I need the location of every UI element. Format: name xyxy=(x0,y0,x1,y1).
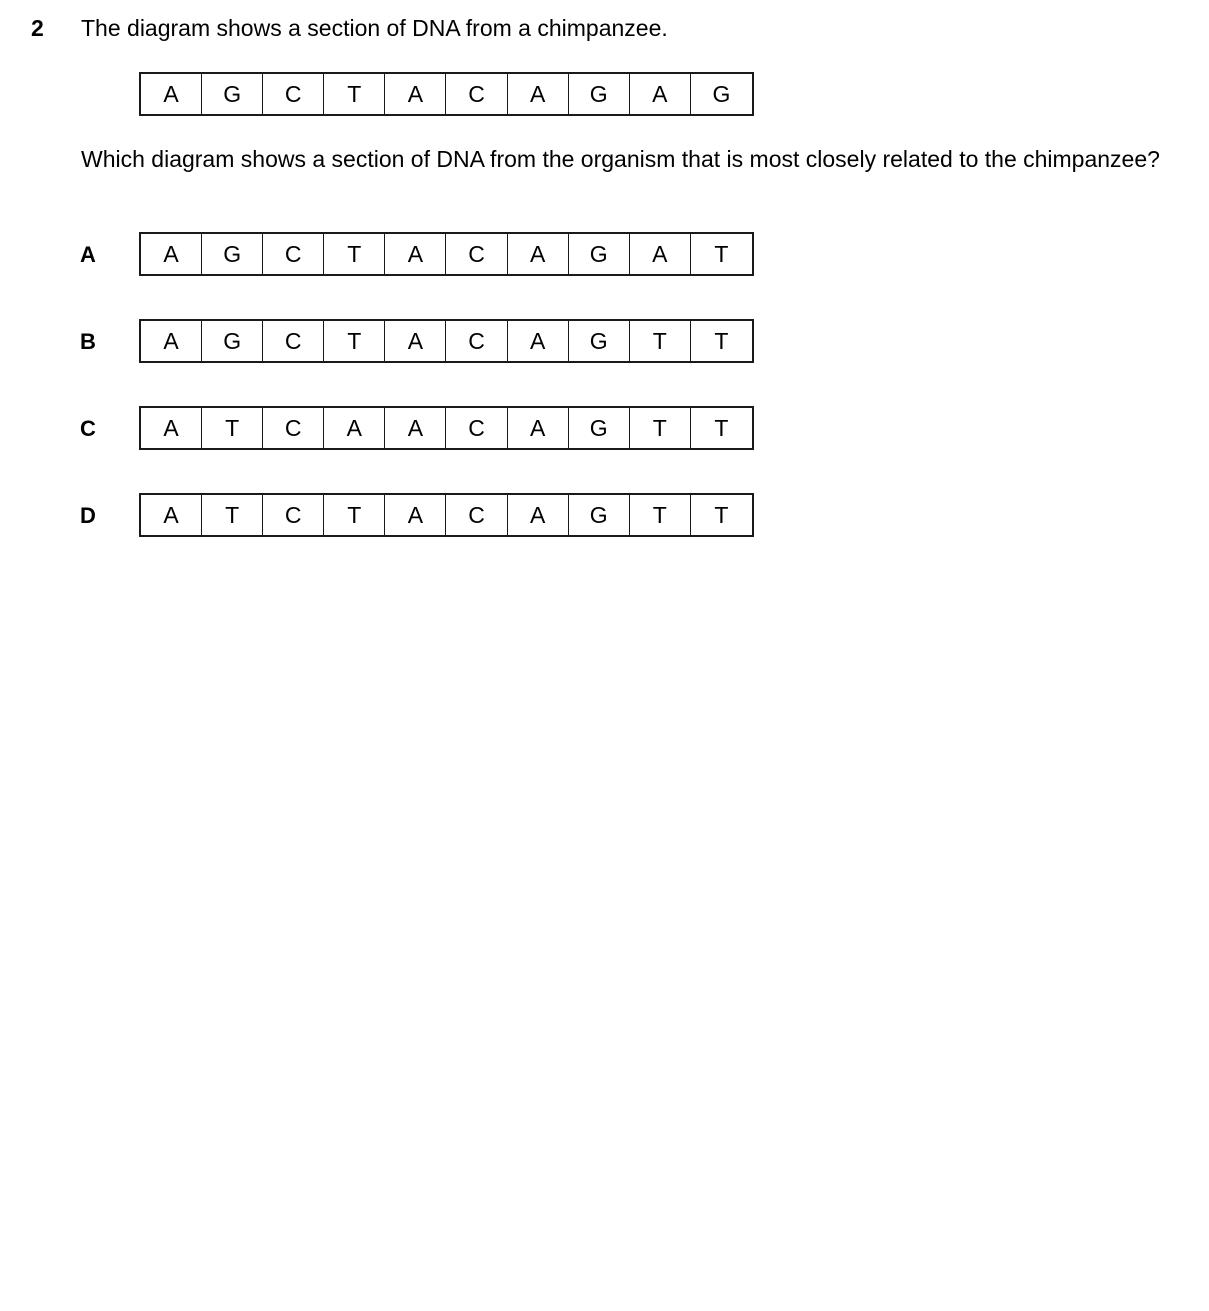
base-cell: A xyxy=(508,234,569,274)
base-cell: T xyxy=(202,408,263,448)
base-cell: A xyxy=(508,74,569,114)
base-cell: T xyxy=(714,414,729,441)
base-cell: C xyxy=(263,408,324,448)
base-cell: A xyxy=(385,74,446,114)
option-d-letter: D xyxy=(80,503,96,528)
base-cell: A xyxy=(385,408,446,448)
base-cell: C xyxy=(263,74,324,114)
question-number: 2 xyxy=(31,15,44,41)
option-b-letter: B xyxy=(80,329,96,354)
base-cell: T xyxy=(630,408,691,448)
option-c-sequence[interactable] xyxy=(139,406,754,450)
base-cell: A xyxy=(385,495,446,535)
base-cell: G xyxy=(569,74,630,114)
chimpanzee-dna-sequence xyxy=(139,72,754,116)
base-cell: T xyxy=(714,501,729,528)
base-cell: C xyxy=(446,321,507,361)
base-cell: G xyxy=(569,408,630,448)
base-cell: G xyxy=(569,321,630,361)
option-a-sequence[interactable] xyxy=(139,232,754,276)
base-cell: T xyxy=(324,495,385,535)
base-cell: A xyxy=(141,74,202,114)
option-b-sequence[interactable] xyxy=(139,319,754,363)
base-cell: A xyxy=(630,74,691,114)
base-cell: T xyxy=(202,495,263,535)
option-d-sequence[interactable] xyxy=(139,493,754,537)
base-cell: A xyxy=(508,495,569,535)
base-cell: T xyxy=(324,321,385,361)
base-cell: A xyxy=(141,408,202,448)
base-cell: G xyxy=(712,80,731,107)
base-cell: T xyxy=(324,74,385,114)
base-cell: G xyxy=(202,234,263,274)
base-cell: T xyxy=(714,327,729,354)
base-cell: A xyxy=(508,408,569,448)
base-cell: T xyxy=(324,234,385,274)
base-cell: G xyxy=(569,234,630,274)
base-cell: C xyxy=(446,234,507,274)
base-cell: A xyxy=(141,234,202,274)
base-cell: A xyxy=(630,234,691,274)
base-cell: C xyxy=(446,495,507,535)
base-cell: T xyxy=(630,321,691,361)
base-cell: A xyxy=(385,321,446,361)
base-cell: C xyxy=(263,495,324,535)
base-cell: C xyxy=(263,234,324,274)
base-cell: A xyxy=(141,495,202,535)
base-cell: G xyxy=(202,321,263,361)
base-cell: C xyxy=(446,74,507,114)
base-cell: A xyxy=(324,408,385,448)
base-cell: T xyxy=(630,495,691,535)
base-cell: G xyxy=(569,495,630,535)
question-stem: The diagram shows a section of DNA from a chimpanzee. xyxy=(81,15,668,41)
question-prompt: Which diagram shows a section of DNA from the organism that is most closely related to the chimpanzee? xyxy=(81,146,1160,172)
base-cell: G xyxy=(202,74,263,114)
base-cell: A xyxy=(141,321,202,361)
base-cell: A xyxy=(385,234,446,274)
base-cell: A xyxy=(508,321,569,361)
base-cell: C xyxy=(446,408,507,448)
base-cell: T xyxy=(714,240,729,267)
base-cell: C xyxy=(263,321,324,361)
option-a-letter: A xyxy=(80,242,96,267)
option-c-letter: C xyxy=(80,416,96,441)
